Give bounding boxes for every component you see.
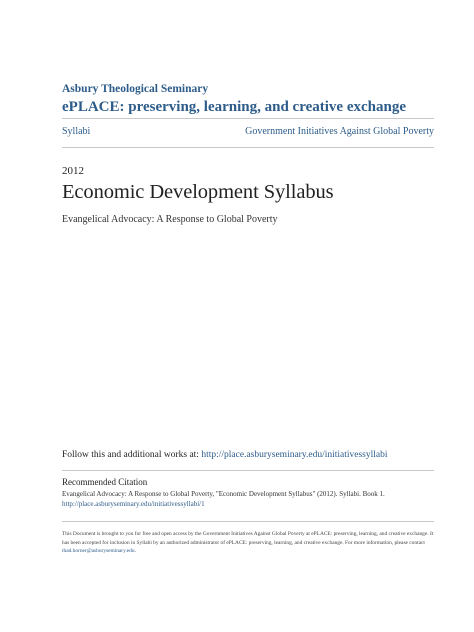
citation-url-link[interactable]: http://place.asburyseminary.edu/initiativessyllabi/1 [62,499,205,508]
citation-block [62,490,434,509]
repository-header [62,82,434,117]
citation-text: Evangelical Advocacy: A Response to Global Poverty, "Economic Development Syllabus" (2012). Syllabi. Book 1. [62,490,385,498]
collection-link[interactable]: Government Initiatives Against Global Poverty [245,126,434,137]
publication-year: 2012 [62,165,84,177]
divider [62,470,434,471]
repository-title-link[interactable]: ePLACE: preserving, learning, and creative exchange [62,99,406,115]
document-title: Economic Development Syllabus [62,181,334,203]
document-author: Evangelical Advocacy: A Response to Global Poverty [62,214,278,225]
divider [62,147,434,148]
access-notice-text: This Document is brought to you for free and open access by the Government Initiatives Against Global Poverty at ePLACE: preserving, learning, and creative exchange. It has been accepted for inclusion in Syllabi by an authorized administrator of ePLACE: preserving, learning, and creative exchange. For more information, please contact [62,531,434,546]
follow-line [62,450,388,460]
collection-url-link[interactable]: http://place.asburyseminary.edu/initiativessyllabi [201,450,388,460]
access-notice-suffix: . [134,548,136,555]
follow-prefix: Follow this and additional works at: [62,450,202,460]
syllabi-link[interactable]: Syllabi [62,126,91,137]
citation-heading: Recommended Citation [62,477,148,487]
divider [62,118,434,119]
institution-name: Asbury Theological Seminary [62,83,209,95]
access-notice [62,530,436,556]
divider [62,521,434,522]
contact-email-link[interactable]: thad.horner@asburyseminary.edu [62,548,135,555]
